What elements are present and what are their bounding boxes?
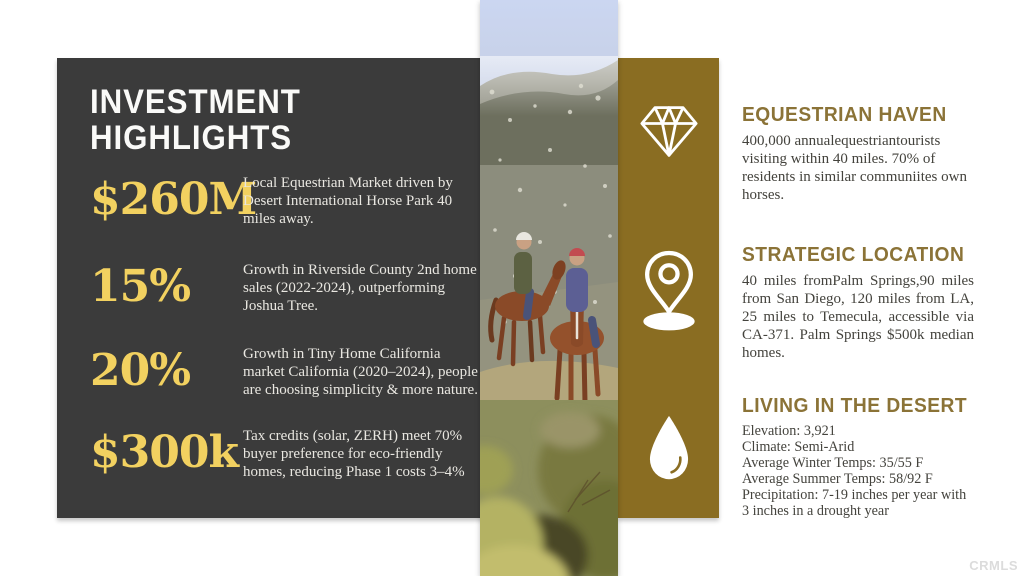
diamond-icon: [618, 102, 719, 160]
page-title: [90, 84, 301, 156]
water-drop-icon: [618, 412, 719, 484]
section-body: 40 miles fromPalm Springs,90 miles from San Diego, 120 miles from LA, 25 miles to Temecula, accessible via CA-371. Palm Springs $500k median homes.: [742, 273, 974, 361]
fact-line: Climate: Semi-Arid: [742, 439, 855, 455]
stat-value: $300k: [90, 427, 238, 478]
stat-row-20pct: [90, 345, 482, 399]
stat-description: Growth in Riverside County 2nd home sales (2022-2024), outperforming Joshua Tree.: [243, 262, 477, 314]
fact-line: Average Summer Temps: 58/92 F: [742, 471, 933, 487]
equestrian-photo-art: [480, 0, 618, 576]
fact-line: Elevation: 3,921: [742, 423, 836, 439]
section-heading: STRATEGIC LOCATION: [742, 244, 965, 266]
section-living-in-the-desert: [742, 395, 974, 519]
section-body: [742, 423, 974, 519]
fact-line: Precipitation: 7-19 inches per year with 3 inches in a drought year: [742, 487, 967, 519]
section-strategic-location: [742, 244, 974, 362]
title-line-2: HIGHLIGHTS: [90, 119, 293, 157]
section-heading: EQUESTRIAN HAVEN: [742, 104, 947, 126]
investment-highlights-panel: [57, 58, 490, 518]
crmls-watermark: CRMLS: [969, 558, 1018, 573]
stat-value: $260M: [90, 174, 257, 225]
stat-description: Growth in Tiny Home California market California (2020–2024), people are choosing simplicity & more nature.: [243, 346, 478, 398]
equestrian-photo: [480, 0, 618, 576]
stat-value: 15%: [90, 261, 191, 312]
stat-description: Tax credits (solar, ZERH) meet 70% buyer preference for eco-friendly homes, reducing Phase 1 costs 3–4%: [243, 428, 465, 480]
stat-value: 20%: [90, 345, 191, 396]
stat-row-300k: [90, 427, 482, 481]
location-pin-icon: [618, 246, 719, 334]
fact-line: Average Winter Temps: 35/55 F: [742, 455, 924, 471]
section-heading: LIVING IN THE DESERT: [742, 395, 968, 417]
title-line-1: INVESTMENT: [90, 83, 301, 121]
stat-row-260m: [90, 174, 482, 228]
stat-description: Local Equestrian Market driven by Desert International Horse Park 40 miles away.: [243, 175, 453, 227]
section-body: 400,000 annualequestriantourists visiting within 40 miles. 70% of residents in similar communiites own horses.: [742, 133, 967, 203]
section-equestrian-haven: [742, 104, 974, 204]
icon-stripe: [618, 58, 719, 518]
stat-row-15pct: [90, 261, 482, 315]
